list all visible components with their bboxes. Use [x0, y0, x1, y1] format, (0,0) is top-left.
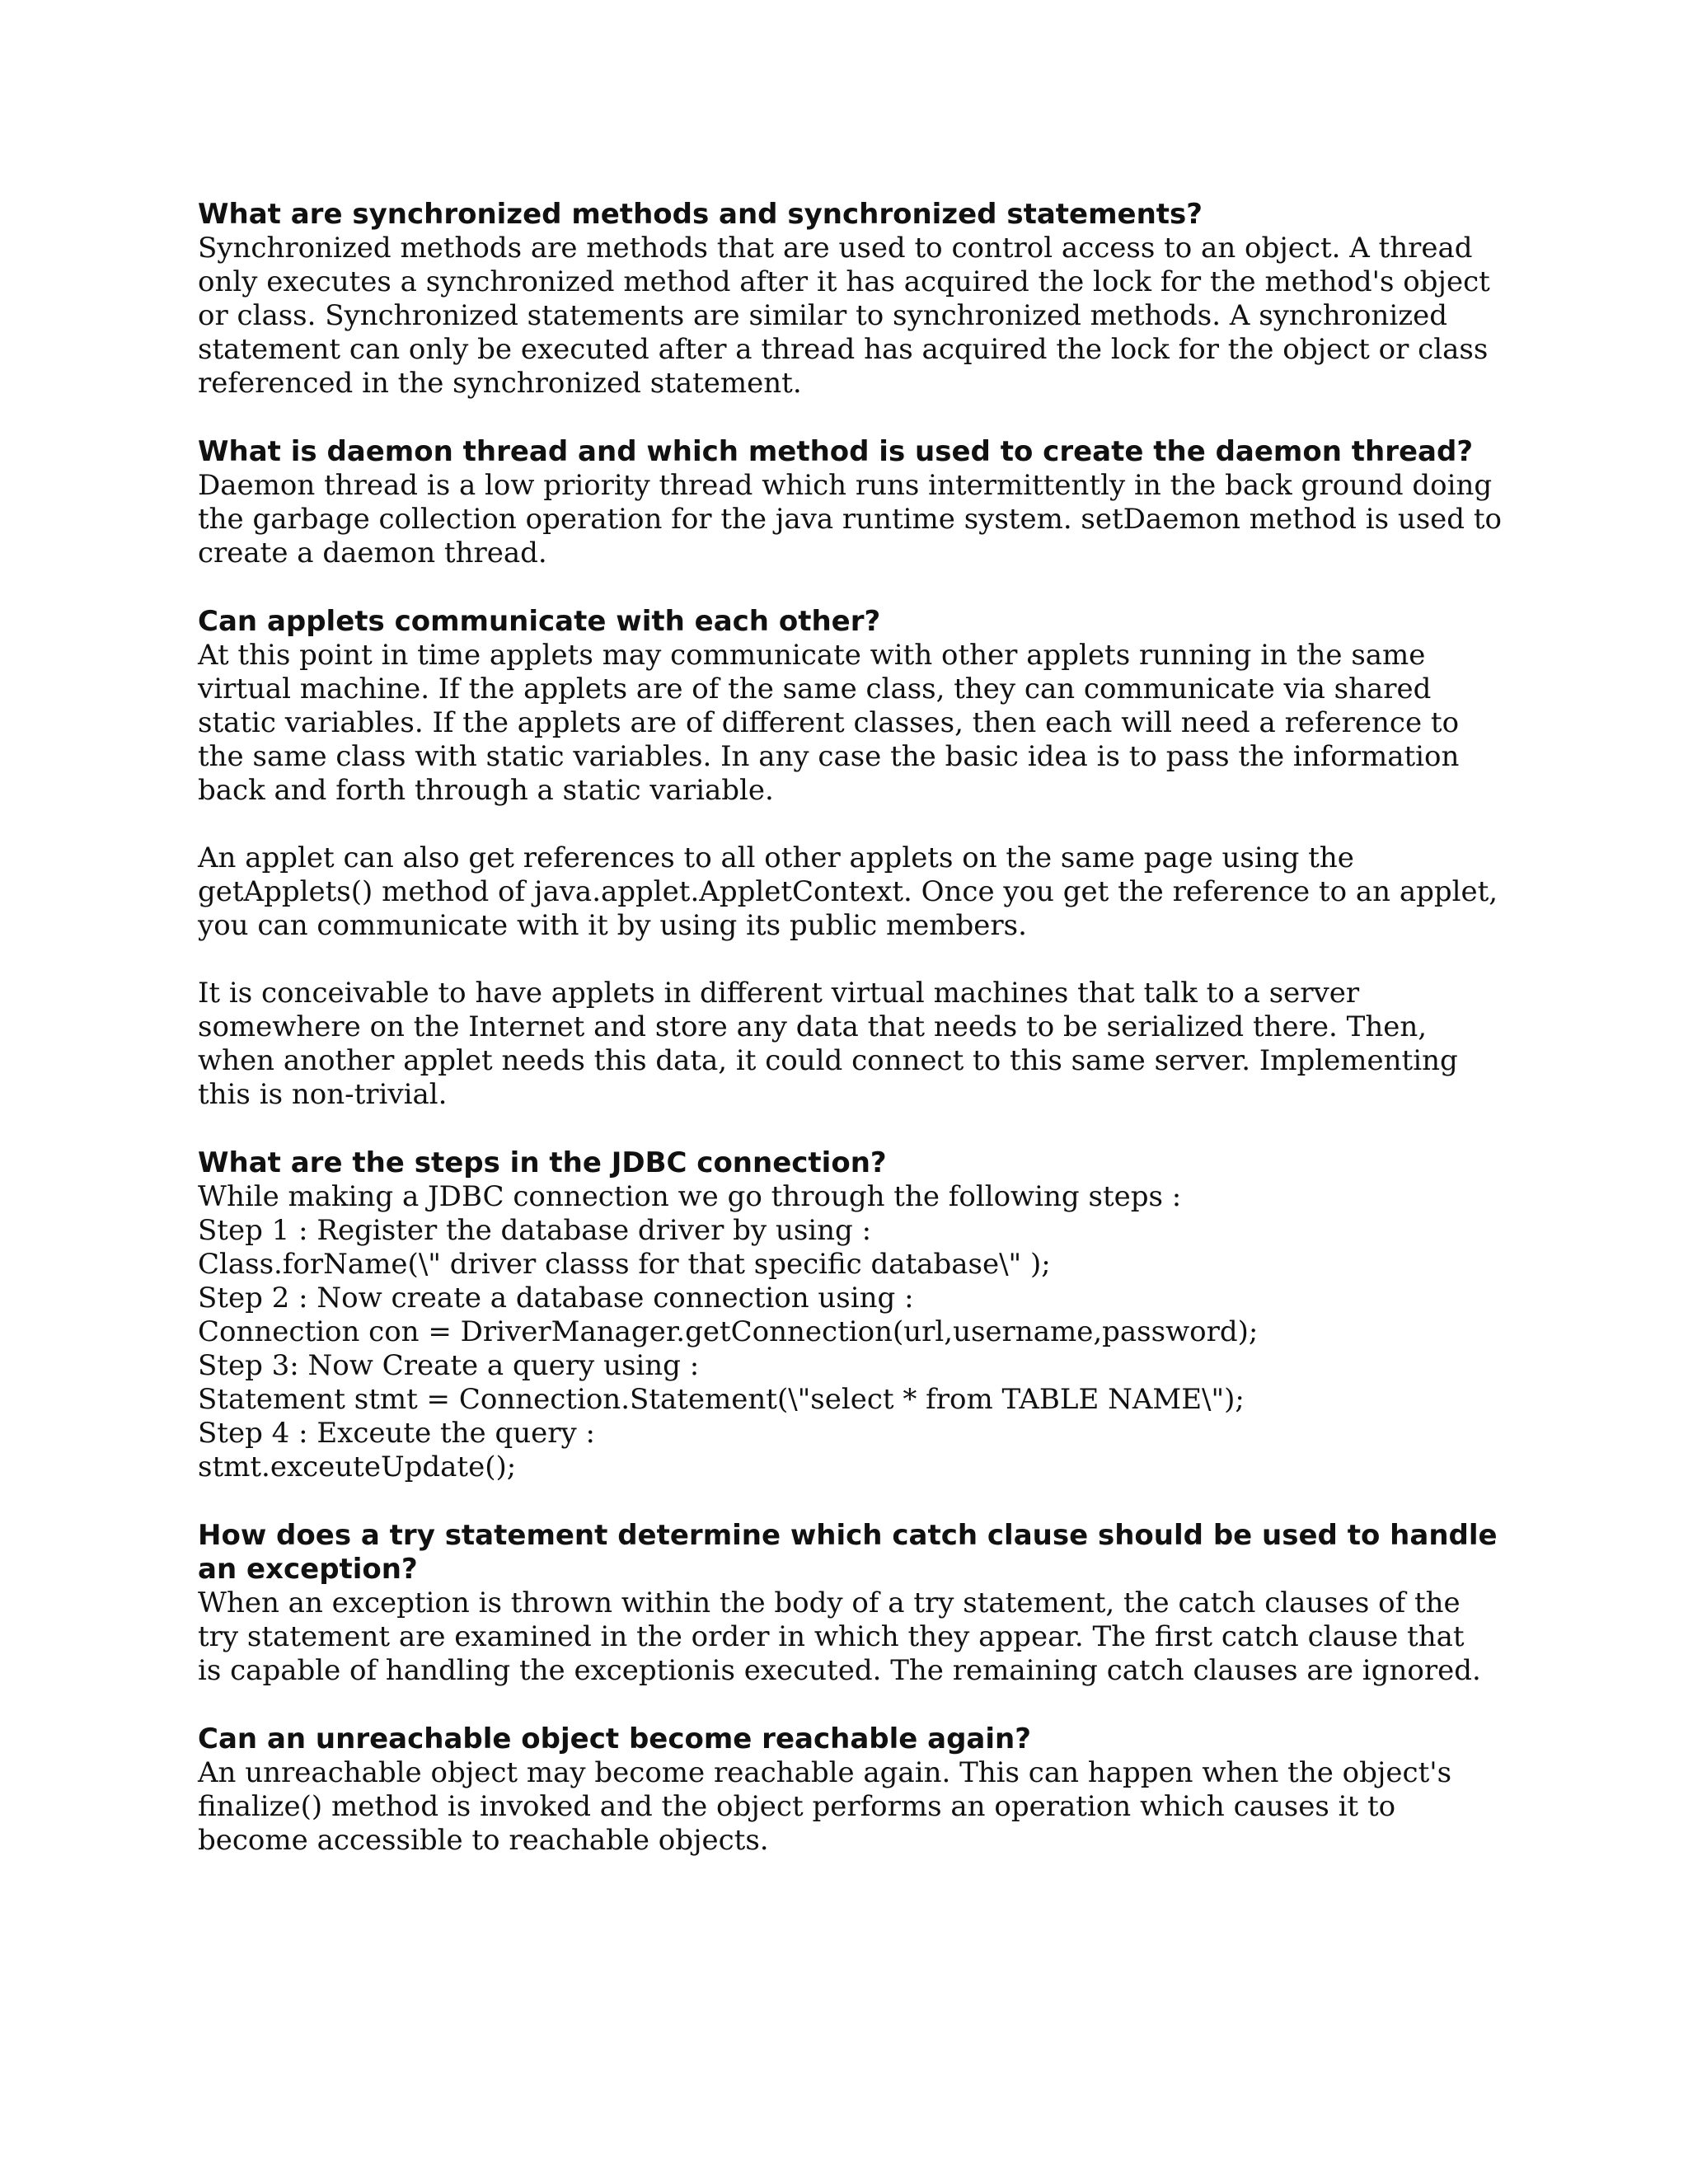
answer-paragraph: At this point in time applets may communicate with other applets running in the same virtual machine. If the applets are of the same class, they can communicate via shared static variables. If the applets are of different classes, then each will need a reference to the same class with static variables. In any case the basic idea is to pass the information back and forth through a static variable. — [198, 639, 1460, 807]
answer-paragraph: An applet can also get references to all other applets on the same page using the getApplets() method of java.applet.AppletContext. Once you get the reference to an applet, you can communicate with it by using its public members. — [198, 841, 1498, 942]
answer-paragraph: It is conceivable to have applets in different virtual machines that talk to a server somewhere on the Internet and store any data that needs to be serialized there. Then, when another applet needs this data, it could connect to this same server. Implementing this is non-trivial. — [198, 977, 1458, 1111]
answer-paragraph: While making a JDBC connection we go through the following steps : Step 1 : Register the database driver by using : Class.forName(\" driver classs for that specific database\" ); Step 2 : Now create a database connection using : Connection con = DriverManager.getConnection(url,username,password); Step 3: Now Create a query using : Statement stmt = Connection.Statement(\"select * from TABLE NAME\"); Step 4 : Exceute the query : stmt.exceuteUpdate(); — [198, 1180, 1259, 1483]
document-page — [198, 198, 1517, 1892]
qa-section-jdbc — [198, 1146, 1517, 1484]
answer-paragraph: Daemon thread is a low priority thread which runs intermittently in the back ground doing the garbage collection operation for the java runtime system. setDaemon method is used to create a daemon thread. — [198, 469, 1502, 569]
answer-paragraph: An unreachable object may become reachable again. This can happen when the object's finalize() method is invoked and the object performs an operation which causes it to become accessible to reachable objects. — [198, 1756, 1452, 1857]
question-heading: Can applets communicate with each other? — [198, 605, 881, 638]
qa-section-daemon-thread — [198, 435, 1517, 570]
question-heading: What are the steps in the JDBC connection? — [198, 1146, 887, 1179]
qa-section-unreachable-object — [198, 1722, 1517, 1858]
question-heading: What is daemon thread and which method is used to create the daemon thread? — [198, 435, 1474, 468]
qa-section-synchronized — [198, 198, 1517, 401]
answer-paragraph: When an exception is thrown within the body of a try statement, the catch clauses of the try statement are examined in the order in which they appear. The first catch clause that is capable of handling the exceptionis executed. The remaining catch clauses are ignored. — [198, 1586, 1481, 1687]
question-heading: How does a try statement determine which catch clause should be used to handle an exception? — [198, 1519, 1498, 1586]
qa-section-applets — [198, 605, 1517, 1112]
qa-section-try-catch — [198, 1519, 1517, 1688]
answer-paragraph: Synchronized methods are methods that are used to control access to an object. A thread only executes a synchronized method after it has acquired the lock for the method's object or class. Synchronized statements are similar to synchronized methods. A synchronized statement can only be executed after a thread has acquired the lock for the object or class referenced in the synchronized statement. — [198, 232, 1490, 400]
question-heading: Can an unreachable object become reachable again? — [198, 1722, 1031, 1755]
question-heading: What are synchronized methods and synchronized statements? — [198, 198, 1203, 231]
